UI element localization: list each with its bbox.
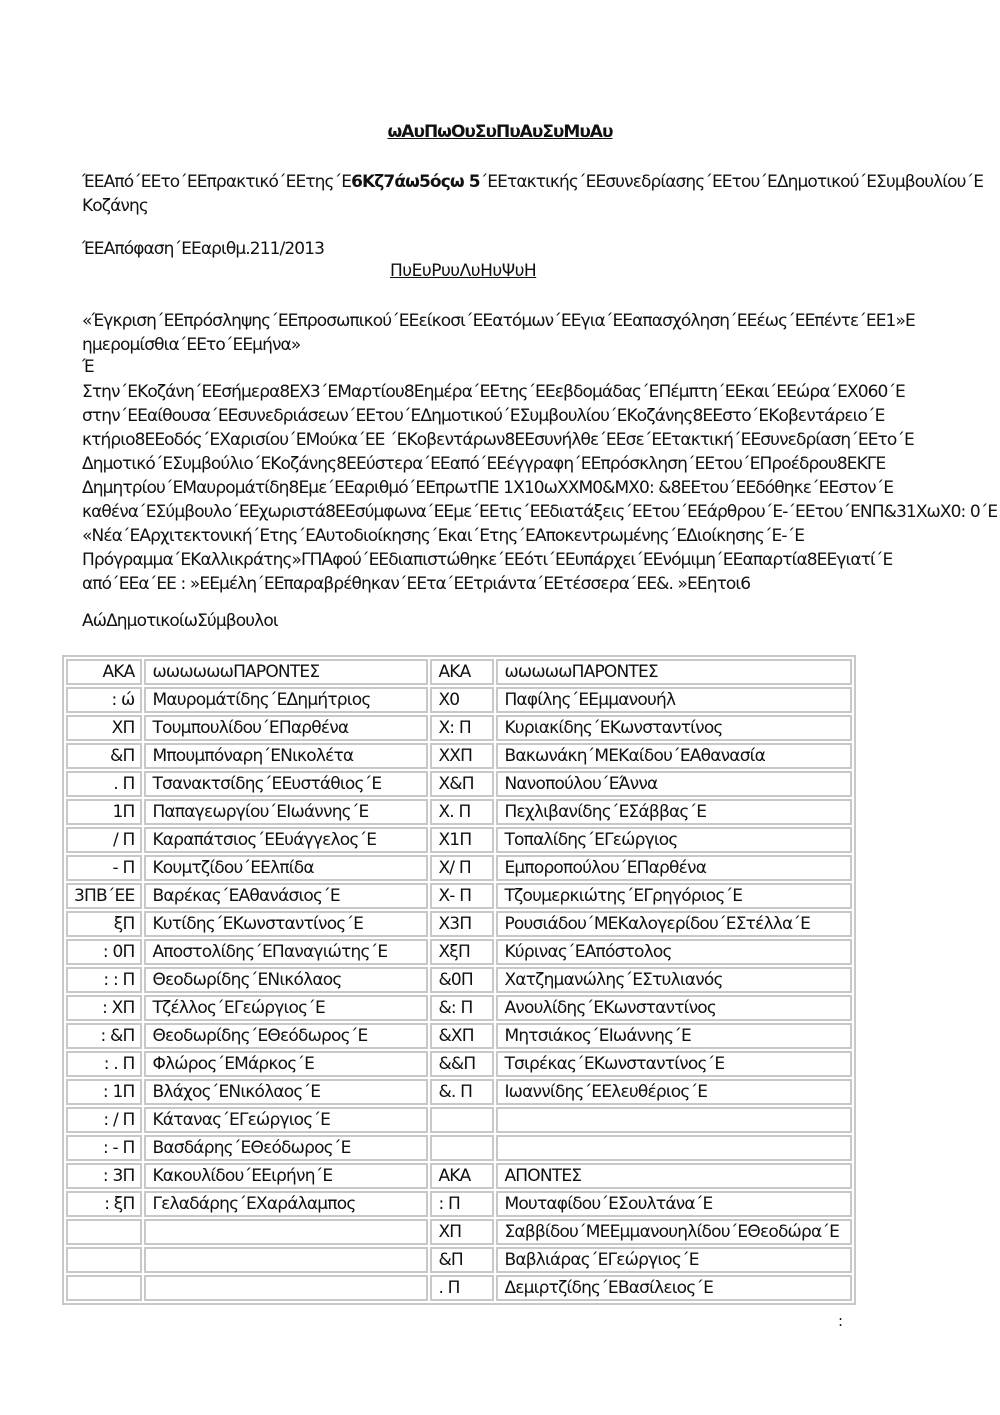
member-name-right: Σαββίδου΄ΜΕΕμμανουηλίδου΄ΕΘεοδώρα΄Ε xyxy=(496,1219,852,1245)
body-line: από΄ΕΕα΄ΕΕ : »ΕΕμέλη΄ΕΕπαραβρέθηκαν΄ΕΕτα΄ΕΕτριάντα΄ΕΕτέσσερα΄ΕΕ&. »ΕΕητοι6 xyxy=(82,574,751,594)
member-name-right: ωωωωωΠΑΡΟΝΤΕΣ xyxy=(496,659,852,685)
member-name-left: Τσανακτσίδης΄ΕΕυστάθιος΄Ε xyxy=(144,771,428,797)
member-number-right: Χ0 xyxy=(430,687,494,713)
table-row xyxy=(66,883,852,909)
member-name-right: Κύρινας΄ΕΑπόστολος xyxy=(496,939,852,965)
member-number-right: Χ/ Π xyxy=(430,855,494,881)
body-line: κτήριο8ΕΕοδός΄ΕΧαρισίου΄ΕΜούκα΄ΕΕ ΄ΕΚοβεντάρων8ΕΕσυνήλθε΄ΕΕσε΄ΕΕτακτική΄ΕΕσυνεδρίαση΄ΕΕτο΄Ε xyxy=(82,430,914,450)
member-name-left: Αποστολίδης΄ΕΠαναγιώτης΄Ε xyxy=(144,939,428,965)
page-number: : xyxy=(838,1312,844,1330)
member-name-right: Παφίλης΄ΕΕμμανουήλ xyxy=(496,687,852,713)
table-row xyxy=(66,1247,852,1273)
table-row xyxy=(66,687,852,713)
member-name-left: Κακουλίδου΄ΕΕιρήνη΄Ε xyxy=(144,1163,428,1189)
member-name-right: Ρουσιάδου΄ΜΕΚαλογερίδου΄ΕΣτέλλα΄Ε xyxy=(496,911,852,937)
attendance-table-body xyxy=(66,659,852,1301)
member-name-left: Μαυρομάτίδης΄ΕΔημήτριος xyxy=(144,687,428,713)
member-number-right: &0Π xyxy=(430,967,494,993)
member-name-right: Τζουμερκιώτης΄ΕΓρηγόριος΄Ε xyxy=(496,883,852,909)
table-row xyxy=(66,1135,852,1161)
member-number-left: / Π xyxy=(66,827,142,853)
member-name-left xyxy=(144,1275,428,1301)
member-name-left: Κάτανας΄ΕΓεώργιος΄Ε xyxy=(144,1107,428,1133)
member-name-right: Χατζημανώλης΄ΕΣτυλιανός xyxy=(496,967,852,993)
member-number-right: Χ- Π xyxy=(430,883,494,909)
table-row xyxy=(66,715,852,741)
table-row xyxy=(66,1275,852,1301)
blank-line: Έ xyxy=(82,357,94,377)
table-row xyxy=(66,855,852,881)
body-line: «Νέα΄ΕΑρχιτεκτονική΄Ετης΄ΕΑυτοδιοίκησης΄Εκαι΄Ετης΄ΕΑποκεντρωμένης΄ΕΔιοίκησης΄Ε-΄Ε xyxy=(82,526,805,546)
table-row xyxy=(66,799,852,825)
body-line: Δημητρίου΄ΕΜαυρομάτίδη8Εμε΄ΕΕαριθμό΄ΕΕπρωτΠΕ 1Χ10ωΧΧΜ0&ΜΧ0: &8ΕΕτου΄ΕΕδόθηκε΄ΕΕστον΄Ε xyxy=(82,478,894,498)
member-number-left: : 1Π xyxy=(66,1079,142,1105)
member-number-right xyxy=(430,1107,494,1133)
subject-line-1: «Έγκριση΄ΕΕπρόσληψης΄ΕΕπροσωπικού΄ΕΕείκοσι΄ΕΕατόμων΄ΕΕγια΄ΕΕαπασχόληση΄ΕΕέως΄ΕΕπέντε΄ΕΕ1»Ε xyxy=(82,311,915,331)
attendance-table xyxy=(62,655,856,1305)
member-name-right: Κυριακίδης΄ΕΚωνσταντίνος xyxy=(496,715,852,741)
member-name-left xyxy=(144,1219,428,1245)
member-name-left: Βασδάρης΄ΕΘεόδωρος΄Ε xyxy=(144,1135,428,1161)
member-number-left: : 0Π xyxy=(66,939,142,965)
member-number-left: : 3Π xyxy=(66,1163,142,1189)
table-row xyxy=(66,1219,852,1245)
member-name-left: Θεοδωρίδης΄ΕΘεόδωρος΄Ε xyxy=(144,1023,428,1049)
table-row xyxy=(66,1107,852,1133)
intro-text-bold: 6Κζ7άω5όςω 5 xyxy=(351,172,480,192)
intro-text-a: ΈΕΑπό΄ΕΕτο΄ΕΕπρακτικό΄ΕΕτης΄Ε xyxy=(82,172,352,192)
member-number-right: &: Π xyxy=(430,995,494,1021)
member-name-right: Βαβλιάρας΄ΕΓεώργιος΄Ε xyxy=(496,1247,852,1273)
body-line: Στην΄ΕΚοζάνη΄ΕΕσήμερα8ΕΧ3΄ΕΜαρτίου8Εημέρα΄ΕΕτης΄ΕΕεβδομάδας΄ΕΠέμπτη΄ΕΕκαι΄ΕΕώρα΄ΕΧ060΄Ε xyxy=(82,382,905,402)
member-number-right: Χ: Π xyxy=(430,715,494,741)
member-number-right: &&Π xyxy=(430,1051,494,1077)
member-name-left: Βαρέκας΄ΕΑθανάσιος΄Ε xyxy=(144,883,428,909)
member-name-right: Ιωαννίδης΄ΕΕλευθέριος΄Ε xyxy=(496,1079,852,1105)
member-number-left: : ξΠ xyxy=(66,1191,142,1217)
member-name-left: Καραπάτσιος΄ΕΕυάγγελος΄Ε xyxy=(144,827,428,853)
member-number-left: ΧΠ xyxy=(66,715,142,741)
member-name-left: Παπαγεωργίου΄ΕΙωάννης΄Ε xyxy=(144,799,428,825)
member-number-left: . Π xyxy=(66,771,142,797)
member-name-right: Βακωνάκη΄ΜΕΚαίδου΄ΕΑθανασία xyxy=(496,743,852,769)
member-number-right: ΧΧΠ xyxy=(430,743,494,769)
member-number-right xyxy=(430,1135,494,1161)
document-title: ωΑυΠωΟυΣυΠυΑυΣυΜυΑυ xyxy=(387,122,613,142)
member-number-left: &Π xyxy=(66,743,142,769)
member-number-left xyxy=(66,1219,142,1245)
decision-reference: ΈΕΑπόφαση΄ΕΕαριθμ.211/2013 xyxy=(82,239,325,259)
table-row xyxy=(66,1163,852,1189)
member-number-left: : : Π xyxy=(66,967,142,993)
intro-text-b: ΄ΕΕτακτικής΄ΕΕσυνεδρίασης΄ΕΕτου΄ΕΔημοτικού΄ΕΣυμβουλίου΄Ε xyxy=(479,172,984,192)
body-line: Δημοτικό΄ΕΣυμβούλιο΄ΕΚοζάνης8ΕΕύστερα΄ΕΕαπό΄ΕΕέγγραφη΄ΕΕπρόσκληση΄ΕΕτου΄ΕΠροέδρου8ΕΚΓΕ xyxy=(82,454,886,474)
member-number-right: ΧξΠ xyxy=(430,939,494,965)
member-name-right xyxy=(496,1107,852,1133)
member-number-left: ξΠ xyxy=(66,911,142,937)
member-name-left: Κυτίδης΄ΕΚωνσταντίνος΄Ε xyxy=(144,911,428,937)
table-row xyxy=(66,1051,852,1077)
member-name-left: Βλάχος΄ΕΝικόλαος΄Ε xyxy=(144,1079,428,1105)
member-number-right: &ΧΠ xyxy=(430,1023,494,1049)
decision-subtitle: ΠυΕυΡυυΛυΗυΨυΗ xyxy=(390,261,537,281)
member-name-right: Μουταφίδου΄ΕΣουλτάνα΄Ε xyxy=(496,1191,852,1217)
member-name-left: Θεοδωρίδης΄ΕΝικόλαος xyxy=(144,967,428,993)
member-number-right: &. Π xyxy=(430,1079,494,1105)
table-header-row xyxy=(66,659,852,685)
member-number-left xyxy=(66,1247,142,1273)
table-row xyxy=(66,743,852,769)
member-number-right: Χ3Π xyxy=(430,911,494,937)
member-name-right: Δεμιρτζίδης΄ΕΒασίλειος΄Ε xyxy=(496,1275,852,1301)
member-name-left: Φλώρος΄ΕΜάρκος΄Ε xyxy=(144,1051,428,1077)
member-number-right: &Π xyxy=(430,1247,494,1273)
member-number-right: . Π xyxy=(430,1275,494,1301)
table-row xyxy=(66,995,852,1021)
member-number-left: : - Π xyxy=(66,1135,142,1161)
member-name-left: Τζέλλος΄ΕΓεώργιος΄Ε xyxy=(144,995,428,1021)
member-number-left: : &Π xyxy=(66,1023,142,1049)
member-name-right: Μητσιάκος΄ΕΙωάννης΄Ε xyxy=(496,1023,852,1049)
table-row xyxy=(66,967,852,993)
member-number-right: ΑΚΑ xyxy=(430,1163,494,1189)
intro-line-2: Κοζάνης xyxy=(82,196,148,216)
member-number-left: 1Π xyxy=(66,799,142,825)
member-name-right: Νανοπούλου΄ΕΆννα xyxy=(496,771,852,797)
subject-line-2: ημερομίσθια΄ΕΕτο΄ΕΕμήνα» xyxy=(82,335,301,355)
member-name-left: Μπουμπόναρη΄ΕΝικολέτα xyxy=(144,743,428,769)
member-name-right xyxy=(496,1135,852,1161)
member-name-left xyxy=(144,1247,428,1273)
table-row xyxy=(66,1023,852,1049)
body-line: καθένα΄ΕΣύμβουλο΄ΕΕχωριστά8ΕΕσύμφωνα΄ΕΕμε΄ΕΕτις΄ΕΕδιατάξεις΄ΕΕτου΄ΕΕάρθρου΄Ε-΄ΕΕτου΄ΕΝΠ&31ΧωΧ0: 0΄Ε xyxy=(82,502,998,522)
body-line: στην΄ΕΕαίθουσα΄ΕΕσυνεδριάσεων΄ΕΕτου΄ΕΔημοτικού΄ΕΣυμβουλίου΄ΕΚοζάνης8ΕΕστο΄ΕΚοβεντάρειο΄Ε xyxy=(82,406,885,426)
intro-line-1 xyxy=(82,170,983,194)
member-number-left: : / Π xyxy=(66,1107,142,1133)
member-number-left: 3ΠΒ΄ΕΕ xyxy=(66,883,142,909)
member-name-left: Κουμτζίδου΄ΕΕλπίδα xyxy=(144,855,428,881)
member-name-right: ΑΠΟΝΤΕΣ xyxy=(496,1163,852,1189)
member-number-right: Χ. Π xyxy=(430,799,494,825)
member-number-right: : Π xyxy=(430,1191,494,1217)
member-name-right: Τοπαλίδης΄ΕΓεώργιος xyxy=(496,827,852,853)
table-row xyxy=(66,1079,852,1105)
member-number-right: Χ&Π xyxy=(430,771,494,797)
member-name-right: Τσιρέκας΄ΕΚωνσταντίνος΄Ε xyxy=(496,1051,852,1077)
member-number-left xyxy=(66,1275,142,1301)
table-row xyxy=(66,911,852,937)
member-number-left: : . Π xyxy=(66,1051,142,1077)
member-name-left: Γελαδάρης΄ΕΧαράλαμπος xyxy=(144,1191,428,1217)
member-number-right: ΑΚΑ xyxy=(430,659,494,685)
member-number-left: ΑΚΑ xyxy=(66,659,142,685)
table-row xyxy=(66,1191,852,1217)
member-name-right: Πεχλιβανίδης΄ΕΣάββας΄Ε xyxy=(496,799,852,825)
member-name-right: Εμποροπούλου΄ΕΠαρθένα xyxy=(496,855,852,881)
table-row xyxy=(66,939,852,965)
member-name-left: ωωωωωωΠΑΡΟΝΤΕΣ xyxy=(144,659,428,685)
member-number-left: - Π xyxy=(66,855,142,881)
member-name-left: Τουμπουλίδου΄ΕΠαρθένα xyxy=(144,715,428,741)
councillors-heading: ΑώΔημοτικοίωΣύμβουλοι xyxy=(82,611,278,631)
body-line: Πρόγραμμα΄ΕΚαλλικράτης»ΓΠΑφού΄ΕΕδιαπιστώθηκε΄ΕΕότι΄ΕΕυπάρχει΄ΕΕνόμιμη΄ΕΕαπαρτία8ΕΕγιατί΄Ε xyxy=(82,550,893,570)
member-number-right: ΧΠ xyxy=(430,1219,494,1245)
member-name-right: Ανουλίδης΄ΕΚωνσταντίνος xyxy=(496,995,852,1021)
table-row xyxy=(66,827,852,853)
table-row xyxy=(66,771,852,797)
member-number-right: Χ1Π xyxy=(430,827,494,853)
member-number-left: : ΧΠ xyxy=(66,995,142,1021)
member-number-left: : ώ xyxy=(66,687,142,713)
